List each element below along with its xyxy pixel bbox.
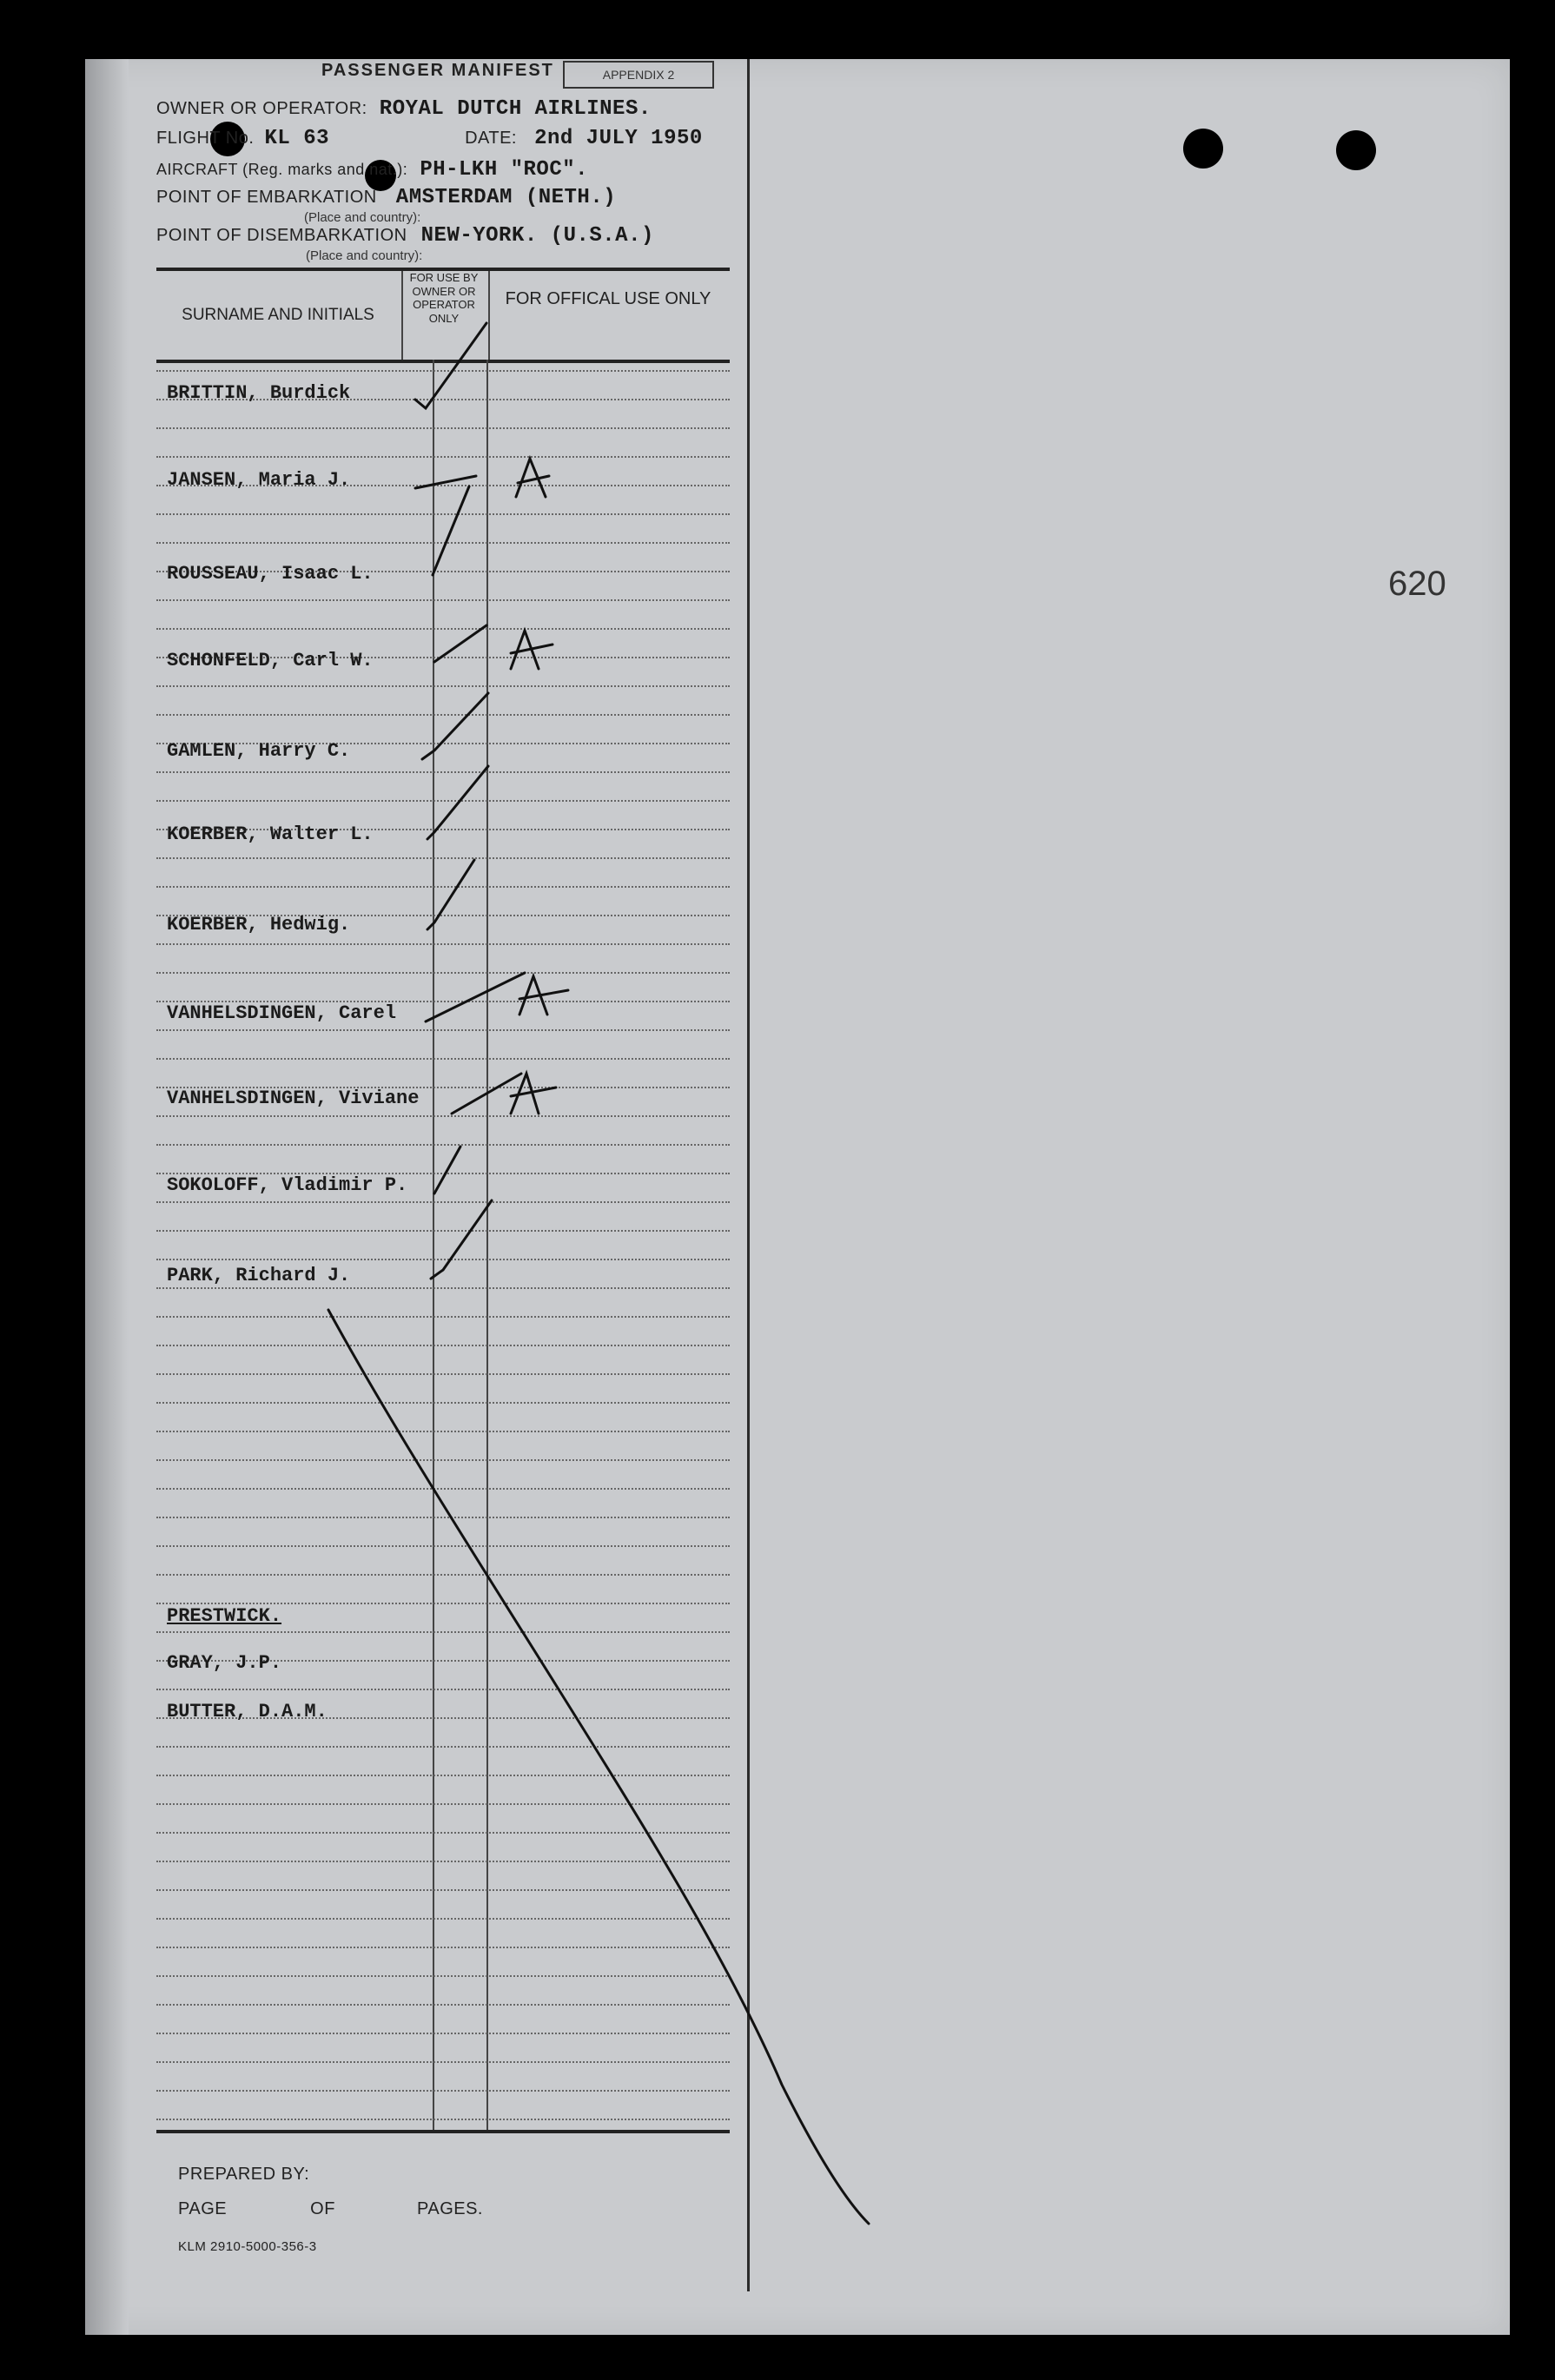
passenger-name: SCHONFELD, Carl W. xyxy=(167,650,374,671)
date-label: DATE: xyxy=(465,129,517,148)
letter-a-mark xyxy=(519,976,568,1015)
crew-section-heading: PRESTWICK. xyxy=(167,1605,282,1627)
place-country-note: (Place and country): xyxy=(304,210,421,225)
closing-line xyxy=(328,1310,869,2224)
of-label: OF xyxy=(310,2199,335,2218)
embark-label: POINT OF EMBARKATION xyxy=(156,188,377,207)
crew-name: BUTTER, D.A.M. xyxy=(167,1701,328,1722)
appendix-label: APPENDIX 2 xyxy=(563,61,714,89)
flight-label: FLIGHT No. xyxy=(156,129,255,148)
place-country-note: (Place and country): xyxy=(306,248,423,263)
letter-a-mark xyxy=(516,459,549,497)
disembark-label: POINT OF DISEMBARKATION xyxy=(156,226,407,245)
column-header-owner-use: FOR USE BY OWNER OR OPERATOR ONLY xyxy=(409,271,479,325)
letter-a-mark xyxy=(511,631,553,669)
passenger-name: VANHELSDINGEN, Carel xyxy=(167,1002,397,1024)
pages-label: PAGES. xyxy=(417,2199,483,2218)
page-number: 620 xyxy=(1388,565,1446,603)
passenger-name: JANSEN, Maria J. xyxy=(167,469,351,491)
embark-value: AMSTERDAM (NETH.) xyxy=(395,186,617,209)
checkmark xyxy=(415,323,486,408)
crew-name: GRAY, J.P. xyxy=(167,1652,282,1674)
checkmark xyxy=(434,1147,460,1193)
checkmark xyxy=(433,486,469,575)
flight-value: KL 63 xyxy=(264,127,330,150)
passenger-name: VANHELSDINGEN, Viviane xyxy=(167,1088,420,1109)
prepared-by-label: PREPARED BY: xyxy=(178,2165,310,2184)
date-value: 2nd JULY 1950 xyxy=(534,127,703,150)
passenger-name: BRITTIN, Burdick xyxy=(167,382,351,404)
column-header-surname: SURNAME AND INITIALS xyxy=(182,306,374,324)
checkmark xyxy=(434,625,486,662)
aircraft-label: AIRCRAFT (Reg. marks and nat.): xyxy=(156,161,408,178)
aircraft-value: PH-LKH "ROC". xyxy=(420,158,589,182)
checkmark xyxy=(427,766,488,839)
passenger-name: ROUSSEAU, Isaac L. xyxy=(167,563,374,585)
passenger-name: PARK, Richard J. xyxy=(167,1265,351,1286)
passenger-name: KOERBER, Hedwig. xyxy=(167,914,351,935)
disembark-value: NEW-YORK. (U.S.A.) xyxy=(420,224,654,248)
manifest-title: PASSENGER MANIFEST xyxy=(321,61,554,80)
passenger-name: KOERBER, Walter L. xyxy=(167,823,374,845)
checkmark xyxy=(452,1074,521,1114)
checkmark-stroke xyxy=(415,476,476,488)
checkmark xyxy=(426,973,525,1021)
checkmark xyxy=(422,693,488,759)
letter-a-mark xyxy=(511,1074,556,1114)
owner-value: ROYAL DUTCH AIRLINES. xyxy=(379,97,652,121)
passenger-name: GAMLEN, Harry C. xyxy=(167,740,351,762)
passenger-name: SOKOLOFF, Vladimir P. xyxy=(167,1174,408,1196)
owner-label: OWNER OR OPERATOR: xyxy=(156,99,367,118)
checkmark xyxy=(431,1200,492,1279)
checkmark xyxy=(427,860,474,929)
form-code: KLM 2910-5000-356-3 xyxy=(178,2239,317,2254)
page-label: PAGE xyxy=(178,2199,228,2218)
column-header-official-use: FOR OFFICAL USE ONLY xyxy=(505,289,711,308)
